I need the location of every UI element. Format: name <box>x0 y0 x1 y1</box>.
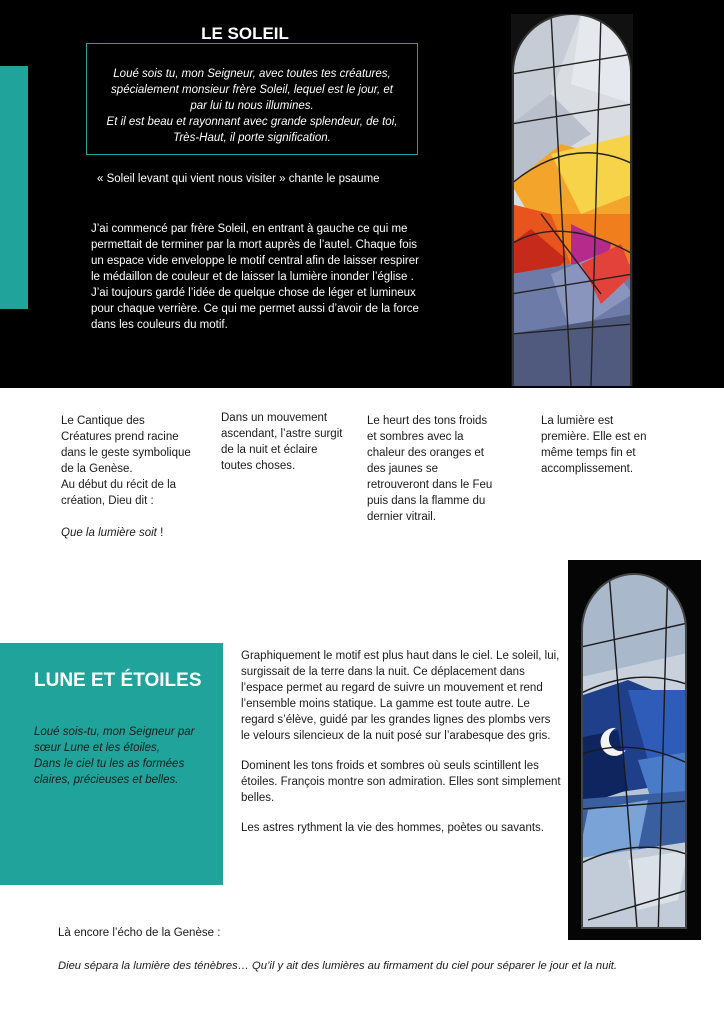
quote-line: Et il est beau et rayonnant avec grande splendeur, de toi, <box>106 116 398 128</box>
quote-line: claires, précieuses et belles. <box>34 774 179 786</box>
soleil-quote-box <box>86 43 418 155</box>
section-title-soleil: LE SOLEIL <box>201 24 289 43</box>
quote-line: sœur Lune et les étoiles, <box>34 742 160 754</box>
genese-quote: Dieu sépara la lumière des ténèbres… Qu’il y ait des lumières au firmament du ciel pour séparer le jour et la nuit. <box>58 960 618 972</box>
stained-glass-lune-image <box>568 560 701 940</box>
lumiere-exclamation: ! <box>156 527 164 539</box>
section-title-lune: LUNE ET ÉTOILES <box>34 670 202 691</box>
cantique-text: Le Cantique des Créatures prend racine dans le geste symbolique de la Genèse. <box>61 415 191 475</box>
echo-genese-line: Là encore l’écho de la Genèse : <box>58 927 221 939</box>
lune-quote <box>34 724 214 788</box>
quote-line: par lui tu nous illumines. <box>190 100 314 112</box>
quote-line: Dans le ciel tu les as formées <box>34 758 185 770</box>
lune-paragraph: Les astres rythment la vie des hommes, poètes ou savants. <box>241 822 544 834</box>
text-column-heurt: Le heurt des tons froids et sombres avec la chaleur des oranges et des jaunes se retrouveront dans le Feu puis dans la flamme du dernier vitrail. <box>367 415 493 523</box>
quote-line: spécialement monsieur frère Soleil, lequel est le jour, et <box>111 84 393 96</box>
teal-side-strip <box>0 66 28 309</box>
lune-paragraph: Dominent les tons froids et sombres où seuls scintillent les étoiles. François montre son admiration. Elles sont simplement belles. <box>241 760 561 804</box>
psaume-line: « Soleil levant qui vient nous visiter » chante le psaume <box>97 173 380 185</box>
text-column-lumiere: La lumière est première. Elle est en même temps fin et accomplissement. <box>541 415 647 475</box>
lumiere-line <box>61 525 196 541</box>
lune-description <box>241 648 561 850</box>
soleil-intro-paragraph: J’ai commencé par frère Soleil, en entrant à gauche ce qui me permettait de terminer par la mort auprès de l’autel. Chaque fois un espace vide enveloppe le motif central afin de laisser respirer le médaillon de couleur et de laisser la lumière inonder l’église . J’ai toujours gardé l’idée de quelque chose de léger et lumineux pour chaque verrière. Ce qui me permet aussi d’avoir de la force dans les couleurs du motif. <box>91 223 419 331</box>
quote-line: Très-Haut, il porte signification. <box>173 132 331 144</box>
lune-paragraph: Graphiquement le motif est plus haut dans le ciel. Le soleil, lui, surgissait de la terre dans la nuit. Ce déplacement dans l’espace permet au regard de suivre un mouvement et rend l’ensemble moins statique. La gamme est toute autre. Le regard s’élève, guidé par les grandes lignes des plombs vers le velours silencieux de la nuit posé sur l’arabesque des gris. <box>241 650 560 742</box>
text-column-mouvement: Dans un mouvement ascendant, l’astre surgit de la nuit et éclaire toutes choses. <box>221 412 343 472</box>
stained-glass-soleil-image <box>511 14 633 386</box>
creation-text: Au début du récit de la création, Dieu dit : <box>61 479 177 507</box>
quote-line: Loué sois tu, mon Seigneur, avec toutes tes créatures, <box>113 68 391 80</box>
lumiere-quote: Que la lumière soit <box>61 527 157 539</box>
text-column-cantique <box>61 413 196 541</box>
quote-line: Loué sois-tu, mon Seigneur par <box>34 726 195 738</box>
